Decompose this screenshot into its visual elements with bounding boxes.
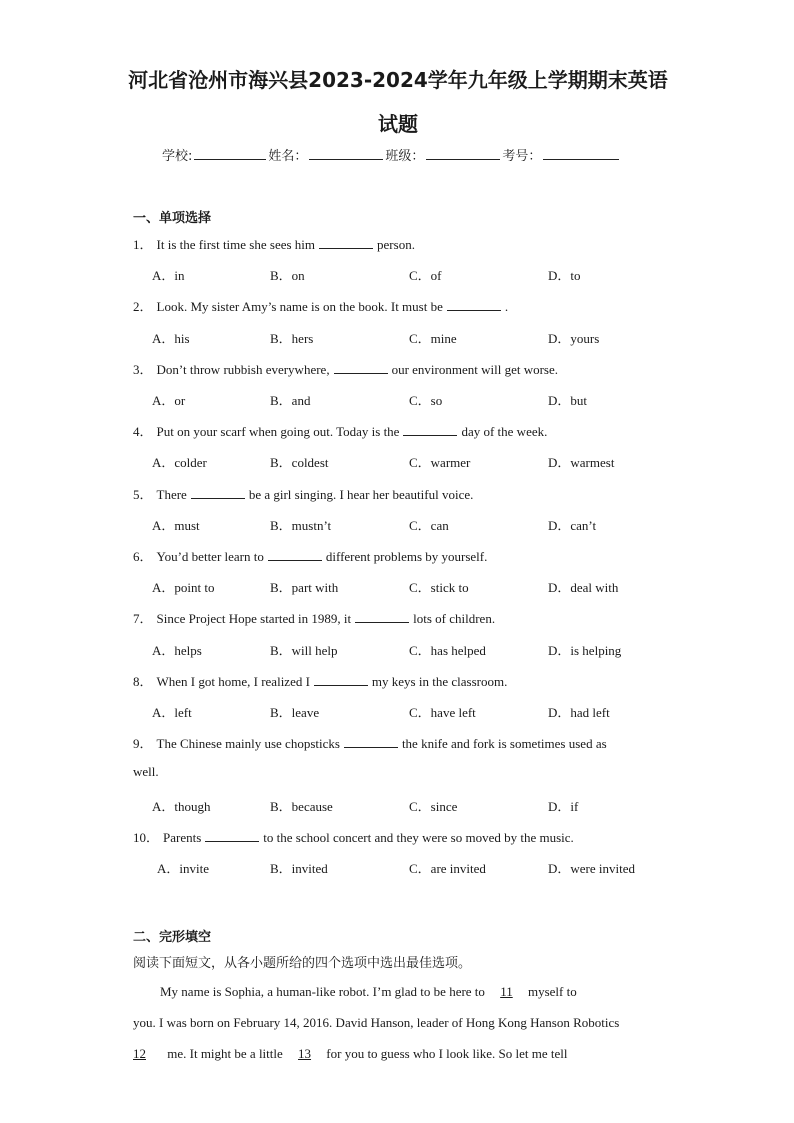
question-number: 1． [133,237,153,252]
blank-11[interactable]: 11 [500,984,513,999]
question-text: Put on your scarf when going out. Today is the [156,424,400,439]
option-d[interactable]: D．is helping [548,643,622,658]
option-b[interactable]: B．hers [270,331,314,346]
name-field[interactable] [309,145,383,160]
exam-title-line2: 试题 [378,112,418,136]
passage-text: myself to [527,984,577,999]
question-number: 5． [133,487,153,502]
student-info-line [162,145,621,166]
option-a[interactable]: A．invite [157,861,209,876]
option-d[interactable]: D．but [548,393,588,408]
option-d[interactable]: D．if [548,799,579,814]
option-c[interactable]: C．has helped [409,643,486,658]
answer-blank[interactable] [268,548,322,561]
option-d[interactable]: D．had left [548,705,610,720]
question-3 [133,359,558,378]
question-text: It is the first time she sees him [156,237,316,252]
answer-blank[interactable] [355,610,409,623]
class-label: 班级： [385,149,425,164]
class-field[interactable] [426,145,500,160]
question-number: 3． [133,362,153,377]
option-c[interactable]: C．so [409,393,443,408]
option-c[interactable]: C．stick to [409,580,469,595]
question-number: 2． [133,299,153,314]
question-text: be a girl singing. I hear her beautiful voice. [248,487,474,502]
option-c[interactable]: C．are invited [409,861,486,876]
blank-13[interactable]: 13 [298,1046,312,1061]
option-c[interactable]: C．warmer [409,455,471,470]
passage-line-3 [133,1046,661,1062]
passage-line-1 [160,984,660,1000]
option-d[interactable]: D．deal with [548,580,619,595]
question-text: Since Project Hope started in 1989, it [156,611,352,626]
question-text: lots of children. [413,611,496,626]
question-6 [133,546,487,565]
option-d[interactable]: D．warmest [548,455,615,470]
option-b[interactable]: B．and [270,393,311,408]
name-label: 姓名： [268,149,308,164]
question-text: Look. My sister Amy’s name is on the book. It must be [156,299,443,314]
question-text: different problems by yourself. [325,549,488,564]
question-text: to the school concert and they were so moved by the music. [263,830,574,845]
option-b[interactable]: B．on [270,268,305,283]
question-9 [133,733,607,752]
school-field[interactable] [194,145,266,160]
option-c[interactable]: C．of [409,268,442,283]
option-a[interactable]: A．point to [152,580,215,595]
question-text: There [156,487,187,502]
question-number: 9． [133,736,153,751]
question-text: day of the week. [461,424,548,439]
question-text: Don’t throw rubbish everywhere, [156,362,330,377]
question-text: . [504,299,509,314]
blank-12[interactable]: 12 [133,1046,146,1061]
option-b[interactable]: B．leave [270,705,320,720]
option-b[interactable]: B．because [270,799,333,814]
question-text: our environment will get worse. [391,362,559,377]
option-a[interactable]: A．helps [152,643,202,658]
option-d[interactable]: D．to [548,268,581,283]
question-text: the knife and fork is sometimes used as [401,736,607,751]
question-number: 8． [133,674,153,689]
answer-blank[interactable] [191,486,245,499]
question-number: 6． [133,549,153,564]
answer-blank[interactable] [319,236,373,249]
question-10 [133,827,574,846]
passage-text: for you to guess who I look like. So let me tell [326,1046,568,1061]
option-c[interactable]: C．can [409,518,449,533]
option-c[interactable]: C．have left [409,705,476,720]
number-label: 考号： [502,149,542,164]
option-a[interactable]: A．colder [152,455,207,470]
passage-text: My name is Sophia, a human-like robot. I’m glad to be here to [160,984,485,999]
question-2 [133,296,508,315]
question-number: 7． [133,611,153,626]
question-4 [133,421,547,440]
answer-blank[interactable] [334,361,388,374]
number-field[interactable] [543,145,619,160]
question-continuation: well. [133,764,159,779]
answer-blank[interactable] [403,423,457,436]
option-b[interactable]: B．part with [270,580,339,595]
school-label: 学校: [162,149,193,164]
option-a[interactable]: A．though [152,799,211,814]
question-text: You’d better learn to [156,549,264,564]
option-a[interactable]: A．or [152,393,186,408]
option-c[interactable]: C．mine [409,331,457,346]
question-1 [133,234,415,253]
answer-blank[interactable] [314,673,368,686]
question-5 [133,484,473,503]
section1-heading: 一、单项选择 [133,211,212,226]
passage-text: me. It might be a little [167,1046,283,1061]
question-text: Parents [163,830,202,845]
question-text: The Chinese mainly use chopsticks [156,736,340,751]
question-text: my keys in the classroom. [371,674,508,689]
question-number: 10． [133,830,160,845]
option-d[interactable]: D．were invited [548,861,636,876]
question-7 [133,608,495,627]
option-a[interactable]: A．his [152,331,190,346]
option-b[interactable]: B．mustn’t [270,518,332,533]
section2-heading: 二、完形填空 [133,930,212,945]
question-8 [133,671,507,690]
question-number: 4． [133,424,153,439]
answer-blank[interactable] [447,298,501,311]
exam-title-line1: 河北省沧州市海兴县2023-2024学年九年级上学期期末英语 [128,68,668,92]
answer-blank[interactable] [344,735,398,748]
option-b[interactable]: B．coldest [270,455,329,470]
section2-intro: 阅读下面短文，从各小题所给的四个选项中选出最佳选项。 [133,956,472,971]
option-a[interactable]: A．left [152,705,192,720]
option-c[interactable]: C．since [409,799,458,814]
option-b[interactable]: B．invited [270,861,328,876]
option-d[interactable]: D．yours [548,331,600,346]
question-text: When I got home, I realized I [156,674,310,689]
option-b[interactable]: B．will help [270,643,338,658]
option-a[interactable]: A．must [152,518,200,533]
option-d[interactable]: D．can’t [548,518,597,533]
option-a[interactable]: A．in [152,268,185,283]
passage-line-2: you. I was born on February 14, 2016. David Hanson, leader of Hong Kong Hanson Robotics [133,1015,620,1030]
answer-blank[interactable] [205,829,259,842]
question-text: person. [377,237,415,252]
